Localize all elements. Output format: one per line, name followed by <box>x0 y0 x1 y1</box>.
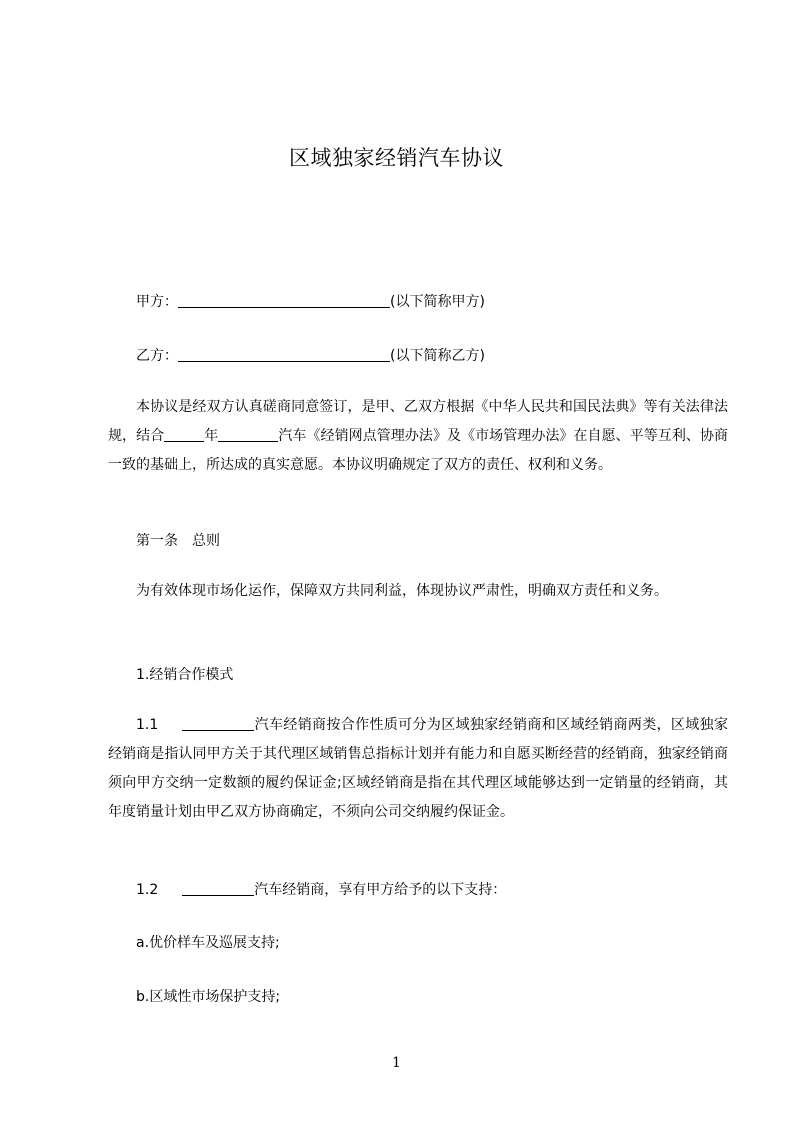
section-1-heading: 1.经销合作模式 <box>136 667 234 683</box>
party-b-suffix: (以下简称乙方) <box>390 348 485 364</box>
item-1-2-blank <box>182 881 254 896</box>
item-1-1-paragraph: 1.1 汽车经销商按合作性质可分为区域独家经销商和区域经销商两类，区域独家经销商是指认同甲方关于其代理区域销售总指标计划并有能力和自愿买断经营的经销商，独家经销商须向甲方交纳一定数额的履约保证金;区域经销商是指在其代理区域能够达到一定销量的经销商，其年度销量计划由甲乙双方协商确定，不须向公司交纳履约保证金。 <box>108 717 728 820</box>
item-b: b.区域性市场保护支持; <box>136 989 281 1005</box>
item-1-1-blank <box>182 716 254 731</box>
item-1-1-number: 1.1 <box>136 717 159 733</box>
party-a-suffix: (以下简称甲方) <box>390 294 485 310</box>
page-number: 1 <box>392 1055 401 1071</box>
item-1-2-number: 1.2 <box>136 882 159 898</box>
document-title: 区域独家经销汽车协议 <box>289 146 504 170</box>
intro-paragraph: 本协议是经双方认真磋商同意签订，是甲、乙双方根据《中华人民共和国民法典》等有关法律法规，结合 年 汽车《经销网点管理办法》及《市场管理办法》在自愿、平等互利、协商一致的基础上，所达成的真实意愿。本协议明确规定了双方的责任、权利和义务。 <box>108 399 729 473</box>
party-a-label: 甲方： <box>136 294 178 310</box>
brand-blank <box>218 427 278 442</box>
party-b-blank <box>178 347 390 362</box>
party-a-line <box>136 291 485 311</box>
article-1-heading: 第一条 总则 <box>136 533 220 549</box>
party-a-blank <box>178 293 390 308</box>
party-b-label: 乙方： <box>136 348 178 364</box>
party-b-line <box>136 345 485 365</box>
item-1-2-line: 1.2 汽车经销商，享有甲方给予的以下支持： <box>136 882 507 898</box>
purpose-paragraph: 为有效体现市场化运作，保障双方共同利益，体现协议严肃性，明确双方责任和义务。 <box>136 583 668 599</box>
item-a: a.优价样车及巡展支持; <box>136 935 280 951</box>
year-blank <box>164 427 204 442</box>
